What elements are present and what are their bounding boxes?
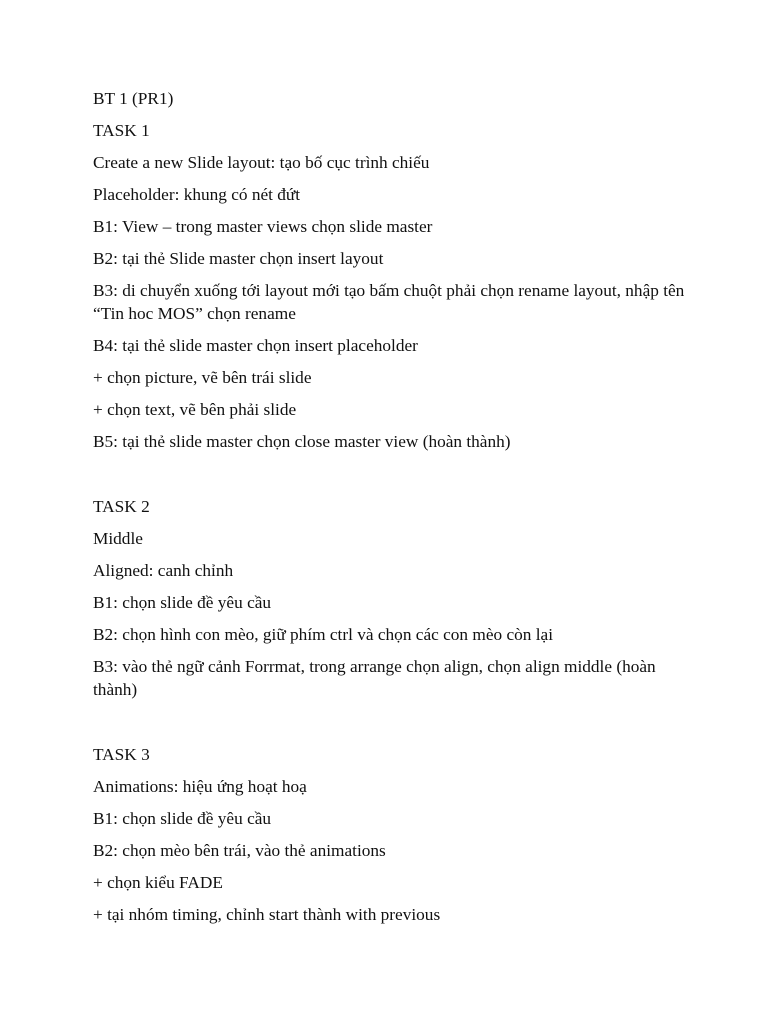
task-2-heading: TASK 2 <box>93 497 150 516</box>
task-3-line: + tại nhóm timing, chỉnh start thành with previous <box>93 905 441 924</box>
task-1-line: B4: tại thẻ slide master chọn insert placeholder <box>93 336 418 355</box>
task-2-line: B1: chọn slide đề yêu cầu <box>93 593 272 612</box>
task-3-heading: TASK 3 <box>93 745 150 764</box>
task-2-line: B2: chọn hình con mèo, giữ phím ctrl và chọn các con mèo còn lại <box>93 625 553 644</box>
task-2-line: Middle <box>93 529 143 548</box>
document-title: BT 1 (PR1) <box>93 89 174 108</box>
task-2-line: Aligned: canh chỉnh <box>93 561 234 580</box>
task-1-line: B1: View – trong master views chọn slide master <box>93 217 433 236</box>
document-page <box>93 88 693 926</box>
task-3-line: B1: chọn slide đề yêu cầu <box>93 809 272 828</box>
task-1-line: Placeholder: khung có nét đứt <box>93 185 301 204</box>
task-1-line: Create a new Slide layout: tạo bố cục trình chiếu <box>93 153 430 172</box>
task-1-line: + chọn text, vẽ bên phải slide <box>93 400 297 419</box>
task-1-line: + chọn picture, vẽ bên trái slide <box>93 368 312 387</box>
task-2-line: B3: vào thẻ ngữ cảnh Forrmat, trong arrange chọn align, chọn align middle (hoàn thành) <box>93 657 656 699</box>
task-1-line: B3: di chuyển xuống tới layout mới tạo bấm chuột phải chọn rename layout, nhập tên “Tin hoc MOS” chọn rename <box>93 281 685 323</box>
task-1-line: B5: tại thẻ slide master chọn close master view (hoàn thành) <box>93 432 511 451</box>
task-3-line: + chọn kiểu FADE <box>93 873 223 892</box>
task-1-heading: TASK 1 <box>93 121 150 140</box>
task-3-line: Animations: hiệu ứng hoạt hoạ <box>93 777 307 796</box>
task-1-line: B2: tại thẻ Slide master chọn insert layout <box>93 249 384 268</box>
task-3-line: B2: chọn mèo bên trái, vào thẻ animations <box>93 841 386 860</box>
